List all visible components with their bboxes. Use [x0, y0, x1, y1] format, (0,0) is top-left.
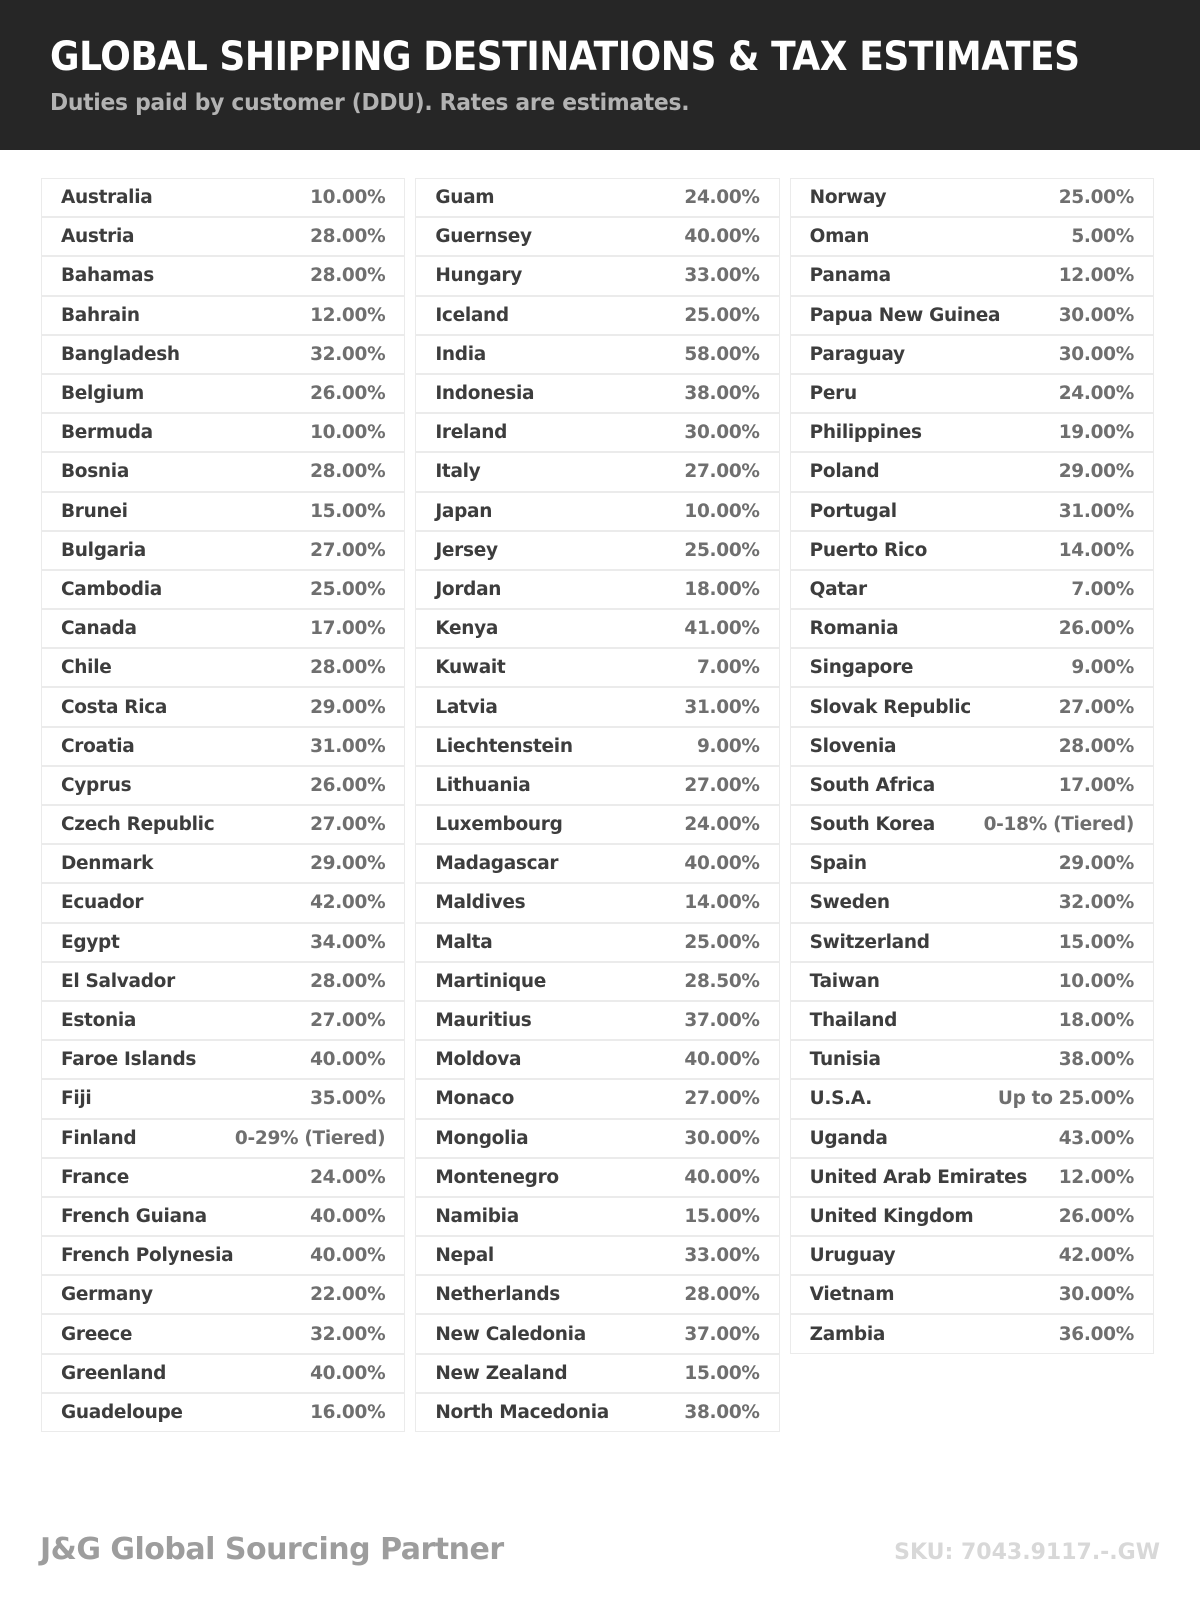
country-name: Zambia	[809, 1323, 886, 1345]
tax-rate: 32.00%	[1058, 892, 1134, 914]
tax-rate: 29.00%	[310, 696, 386, 718]
tax-rate: 26.00%	[1058, 618, 1134, 640]
tax-rate: 31.00%	[310, 735, 386, 757]
country-name: South Korea	[809, 814, 935, 836]
table-row	[415, 1197, 779, 1236]
table-row	[415, 374, 779, 413]
table-row	[415, 296, 779, 335]
country-name: Latvia	[435, 696, 498, 718]
table-row	[41, 1040, 405, 1079]
table-row	[41, 1236, 405, 1275]
tax-rate: 33.00%	[684, 1245, 760, 1267]
rates-column-2	[415, 178, 779, 1432]
tax-rate: 10.00%	[310, 187, 386, 209]
table-row	[790, 962, 1154, 1001]
tax-rate: 40.00%	[684, 853, 760, 875]
tax-rate: 19.00%	[1058, 422, 1134, 444]
country-name: New Caledonia	[435, 1323, 586, 1345]
tax-rate: 28.00%	[310, 461, 386, 483]
tax-rate: 27.00%	[684, 1088, 760, 1110]
table-row	[415, 1158, 779, 1197]
tax-rate: 25.00%	[684, 304, 760, 326]
table-row	[41, 531, 405, 570]
tax-rate: 24.00%	[684, 187, 760, 209]
tax-rate: 30.00%	[1058, 1284, 1134, 1306]
country-name: Belgium	[61, 383, 144, 405]
country-name: Jersey	[435, 539, 498, 561]
table-row	[41, 1079, 405, 1118]
tax-rate: 43.00%	[1058, 1127, 1134, 1149]
table-row	[790, 1197, 1154, 1236]
country-name: Papua New Guinea	[809, 304, 1001, 326]
table-row	[790, 374, 1154, 413]
tax-rate: 58.00%	[684, 343, 760, 365]
country-name: United Kingdom	[809, 1205, 974, 1227]
page-header	[0, 0, 1200, 150]
tax-rate: 15.00%	[1058, 931, 1134, 953]
country-name: Lithuania	[435, 774, 531, 796]
country-name: Mauritius	[435, 1010, 532, 1032]
country-name: Monaco	[435, 1088, 514, 1110]
country-name: Peru	[809, 383, 857, 405]
table-row	[790, 570, 1154, 609]
table-row	[415, 217, 779, 256]
table-row	[790, 1040, 1154, 1079]
tax-rate: 10.00%	[684, 500, 760, 522]
table-row	[415, 1119, 779, 1158]
country-name: Philippines	[809, 422, 922, 444]
table-row	[41, 374, 405, 413]
country-name: Bulgaria	[61, 539, 146, 561]
table-row	[790, 531, 1154, 570]
tax-rate: 31.00%	[1058, 500, 1134, 522]
country-name: Indonesia	[435, 383, 535, 405]
country-name: Guernsey	[435, 226, 532, 248]
table-row	[415, 1236, 779, 1275]
rates-column-3	[790, 178, 1154, 1354]
country-name: Ireland	[435, 422, 508, 444]
tax-rate: 7.00%	[696, 657, 760, 679]
tax-rate: 24.00%	[310, 1166, 386, 1188]
table-row	[415, 1040, 779, 1079]
table-row	[790, 296, 1154, 335]
table-row	[415, 962, 779, 1001]
tax-rate: 24.00%	[1058, 383, 1134, 405]
tax-rate: 15.00%	[310, 500, 386, 522]
table-row	[415, 923, 779, 962]
table-row	[41, 413, 405, 452]
country-name: Bermuda	[61, 422, 153, 444]
table-row	[790, 1079, 1154, 1118]
table-row	[415, 413, 779, 452]
tax-rate: 37.00%	[684, 1010, 760, 1032]
country-name: Vietnam	[809, 1284, 895, 1306]
tax-rate: 37.00%	[684, 1323, 760, 1345]
country-name: North Macedonia	[435, 1401, 609, 1423]
country-name: Egypt	[61, 931, 120, 953]
country-name: Costa Rica	[61, 696, 168, 718]
tax-rate: 40.00%	[310, 1049, 386, 1071]
tax-rate: 9.00%	[696, 735, 760, 757]
country-name: Panama	[809, 265, 891, 287]
country-name: Kenya	[435, 618, 499, 640]
page-title: GLOBAL SHIPPING DESTINATIONS & TAX ESTIMATES	[50, 34, 1080, 80]
country-name: Jordan	[435, 578, 502, 600]
table-row	[790, 805, 1154, 844]
country-name: Guam	[435, 187, 495, 209]
tax-rate: 40.00%	[684, 1049, 760, 1071]
country-name: Bahrain	[61, 304, 140, 326]
tax-rate: 12.00%	[310, 304, 386, 326]
tax-rate: 24.00%	[684, 814, 760, 836]
table-row	[41, 335, 405, 374]
table-row	[41, 570, 405, 609]
tax-rate: 35.00%	[310, 1088, 386, 1110]
country-name: South Africa	[809, 774, 935, 796]
tax-rate: 42.00%	[1058, 1245, 1134, 1267]
table-row	[415, 609, 779, 648]
table-row	[41, 1001, 405, 1040]
country-name: Portugal	[809, 500, 897, 522]
tax-rate: 28.00%	[310, 265, 386, 287]
country-name: Denmark	[61, 853, 154, 875]
table-row	[415, 1314, 779, 1353]
table-row	[415, 256, 779, 295]
tax-rate: 7.00%	[1071, 578, 1134, 600]
tax-rate: 40.00%	[684, 1166, 760, 1188]
page-footer	[0, 1532, 1200, 1567]
table-row	[790, 923, 1154, 962]
country-name: Kuwait	[435, 657, 506, 679]
table-row	[415, 452, 779, 491]
country-name: Finland	[61, 1127, 137, 1149]
tax-rate: 12.00%	[1058, 265, 1134, 287]
table-row	[415, 1275, 779, 1314]
country-name: Faroe Islands	[61, 1049, 197, 1071]
country-name: Germany	[61, 1284, 153, 1306]
tax-rate: 36.00%	[1058, 1323, 1134, 1345]
table-row	[790, 178, 1154, 217]
country-name: Netherlands	[435, 1284, 560, 1306]
table-row	[41, 962, 405, 1001]
table-row	[790, 766, 1154, 805]
table-row	[41, 1314, 405, 1353]
country-name: French Guiana	[61, 1205, 207, 1227]
country-name: Chile	[61, 657, 112, 679]
tax-rate: 28.50%	[684, 970, 760, 992]
table-row	[415, 687, 779, 726]
country-name: Liechtenstein	[435, 735, 573, 757]
table-row	[415, 1354, 779, 1393]
country-name: Bahamas	[61, 265, 154, 287]
table-row	[41, 1354, 405, 1393]
country-name: Australia	[61, 187, 153, 209]
country-name: Poland	[809, 461, 880, 483]
country-name: Cambodia	[61, 578, 162, 600]
country-name: Cyprus	[61, 774, 132, 796]
table-row	[41, 1393, 405, 1432]
country-name: Puerto Rico	[809, 539, 928, 561]
country-name: Qatar	[809, 578, 867, 600]
table-row	[41, 1158, 405, 1197]
tax-rate: 10.00%	[1058, 970, 1134, 992]
table-row	[790, 1001, 1154, 1040]
country-name: Tunisia	[809, 1049, 881, 1071]
table-row	[415, 766, 779, 805]
tax-rate: 17.00%	[310, 618, 386, 640]
country-name: Martinique	[435, 970, 547, 992]
tax-rate: 32.00%	[310, 1323, 386, 1345]
country-name: Switzerland	[809, 931, 930, 953]
country-name: Ecuador	[61, 892, 144, 914]
country-name: Brunei	[61, 500, 128, 522]
tax-rate: 0-29% (Tiered)	[234, 1127, 386, 1149]
country-name: Malta	[435, 931, 493, 953]
table-row	[415, 178, 779, 217]
tax-rate: 40.00%	[310, 1245, 386, 1267]
country-name: United Arab Emirates	[809, 1166, 1028, 1188]
table-row	[790, 687, 1154, 726]
tax-rate: 18.00%	[684, 578, 760, 600]
country-name: France	[61, 1166, 129, 1188]
tax-rate: 25.00%	[310, 578, 386, 600]
table-row	[41, 256, 405, 295]
country-name: Spain	[809, 853, 867, 875]
table-row	[41, 492, 405, 531]
country-name: Iceland	[435, 304, 509, 326]
tax-rate: 0-18% (Tiered)	[983, 814, 1134, 836]
tax-rate: 28.00%	[310, 970, 386, 992]
table-row	[41, 844, 405, 883]
tax-rate: 15.00%	[684, 1205, 760, 1227]
table-row	[41, 1197, 405, 1236]
tax-rate: 30.00%	[684, 422, 760, 444]
country-name: Canada	[61, 618, 137, 640]
tax-rate: 41.00%	[684, 618, 760, 640]
tax-rate: 40.00%	[310, 1362, 386, 1384]
country-name: Namibia	[435, 1205, 519, 1227]
table-row	[415, 335, 779, 374]
tax-rate: 14.00%	[1058, 539, 1134, 561]
tax-rate: 31.00%	[684, 696, 760, 718]
rates-column-1	[41, 178, 405, 1432]
table-row	[415, 492, 779, 531]
country-name: Thailand	[809, 1010, 898, 1032]
tax-rate: 28.00%	[310, 226, 386, 248]
table-row	[415, 1393, 779, 1432]
table-row	[41, 1275, 405, 1314]
country-name: Sweden	[809, 892, 890, 914]
country-name: Romania	[809, 618, 899, 640]
country-name: El Salvador	[61, 970, 175, 992]
tax-rate: 30.00%	[1058, 304, 1134, 326]
sku-label: SKU: 7043.9117.-.GW	[894, 1540, 1160, 1565]
country-name: Norway	[809, 187, 887, 209]
table-row	[41, 883, 405, 922]
country-name: Maldives	[435, 892, 526, 914]
table-row	[790, 1158, 1154, 1197]
table-row	[790, 883, 1154, 922]
table-row	[790, 1275, 1154, 1314]
tax-rate: 27.00%	[310, 1010, 386, 1032]
table-row	[790, 844, 1154, 883]
table-row	[415, 1001, 779, 1040]
tax-rate: 16.00%	[310, 1401, 386, 1423]
tax-rate: 22.00%	[310, 1284, 386, 1306]
brand-name: J&G Global Sourcing Partner	[40, 1532, 504, 1567]
country-name: Greece	[61, 1323, 133, 1345]
tax-rate: 40.00%	[684, 226, 760, 248]
tax-rate: 30.00%	[684, 1127, 760, 1149]
tax-rate: 18.00%	[1058, 1010, 1134, 1032]
country-name: U.S.A.	[809, 1088, 872, 1110]
tax-rate: 40.00%	[310, 1205, 386, 1227]
table-row	[41, 687, 405, 726]
table-row	[415, 883, 779, 922]
tax-rate: 17.00%	[1058, 774, 1134, 796]
country-name: Madagascar	[435, 853, 559, 875]
table-row	[415, 648, 779, 687]
tax-rate: 27.00%	[310, 814, 386, 836]
country-name: Greenland	[61, 1362, 167, 1384]
country-name: Nepal	[435, 1245, 494, 1267]
country-name: India	[435, 343, 486, 365]
table-row	[41, 766, 405, 805]
country-name: Oman	[809, 226, 870, 248]
country-name: Moldova	[435, 1049, 522, 1071]
country-name: Czech Republic	[61, 814, 215, 836]
table-row	[415, 844, 779, 883]
country-name: Estonia	[61, 1010, 137, 1032]
tax-rate: 30.00%	[1058, 343, 1134, 365]
table-row	[790, 609, 1154, 648]
tax-rate: 28.00%	[684, 1284, 760, 1306]
tax-rate: 29.00%	[1058, 853, 1134, 875]
tax-rate: 38.00%	[1058, 1049, 1134, 1071]
tax-rate: 25.00%	[684, 931, 760, 953]
country-name: Bosnia	[61, 461, 130, 483]
country-name: French Polynesia	[61, 1245, 234, 1267]
tax-rate: 27.00%	[310, 539, 386, 561]
table-row	[790, 256, 1154, 295]
table-row	[415, 531, 779, 570]
country-name: Mongolia	[435, 1127, 529, 1149]
tax-rate: 29.00%	[1058, 461, 1134, 483]
country-name: Bangladesh	[61, 343, 180, 365]
table-row	[415, 570, 779, 609]
tax-rate: 38.00%	[684, 1401, 760, 1423]
country-name: Montenegro	[435, 1166, 559, 1188]
tax-rate: 33.00%	[684, 265, 760, 287]
table-row	[790, 648, 1154, 687]
tax-rate: 26.00%	[310, 774, 386, 796]
tax-rate: 38.00%	[684, 383, 760, 405]
table-row	[41, 609, 405, 648]
country-name: Luxembourg	[435, 814, 563, 836]
table-row	[790, 217, 1154, 256]
country-name: Fiji	[61, 1088, 92, 1110]
country-name: Austria	[61, 226, 135, 248]
tax-rate: 28.00%	[310, 657, 386, 679]
table-row	[41, 217, 405, 256]
tax-rate: 27.00%	[684, 461, 760, 483]
country-name: Hungary	[435, 265, 522, 287]
tax-rate: 25.00%	[684, 539, 760, 561]
tax-rate: 5.00%	[1071, 226, 1134, 248]
country-name: Japan	[435, 500, 493, 522]
tax-rate: 27.00%	[1058, 696, 1134, 718]
table-row	[790, 1119, 1154, 1158]
tax-rate: 26.00%	[310, 383, 386, 405]
tax-rate: 14.00%	[684, 892, 760, 914]
table-row	[41, 923, 405, 962]
country-name: Uganda	[809, 1127, 888, 1149]
tax-rate: 34.00%	[310, 931, 386, 953]
tax-rate: Up to 25.00%	[997, 1088, 1134, 1110]
tax-rate: 9.00%	[1071, 657, 1134, 679]
table-row	[415, 1079, 779, 1118]
country-name: Croatia	[61, 735, 135, 757]
table-row	[41, 1119, 405, 1158]
tax-rate: 42.00%	[310, 892, 386, 914]
tax-rate: 28.00%	[1058, 735, 1134, 757]
tax-rate: 10.00%	[310, 422, 386, 444]
table-row	[790, 452, 1154, 491]
tax-rate: 27.00%	[684, 774, 760, 796]
table-row	[41, 648, 405, 687]
table-row	[41, 805, 405, 844]
table-row	[415, 805, 779, 844]
table-row	[790, 727, 1154, 766]
table-row	[41, 296, 405, 335]
country-name: Italy	[435, 461, 481, 483]
shipping-rates-table	[41, 178, 1154, 1432]
table-row	[415, 727, 779, 766]
tax-rate: 15.00%	[684, 1362, 760, 1384]
table-row	[790, 1314, 1154, 1353]
country-name: New Zealand	[435, 1362, 568, 1384]
table-row	[790, 492, 1154, 531]
tax-rate: 12.00%	[1058, 1166, 1134, 1188]
table-row	[790, 335, 1154, 374]
country-name: Slovenia	[809, 735, 897, 757]
table-row	[790, 1236, 1154, 1275]
tax-rate: 32.00%	[310, 343, 386, 365]
page-subtitle: Duties paid by customer (DDU). Rates are estimates.	[50, 90, 690, 116]
country-name: Taiwan	[809, 970, 880, 992]
table-row	[790, 413, 1154, 452]
tax-rate: 29.00%	[310, 853, 386, 875]
country-name: Slovak Republic	[809, 696, 971, 718]
country-name: Uruguay	[809, 1245, 896, 1267]
country-name: Singapore	[809, 657, 914, 679]
country-name: Paraguay	[809, 343, 905, 365]
table-row	[41, 178, 405, 217]
tax-rate: 25.00%	[1058, 187, 1134, 209]
table-row	[41, 452, 405, 491]
country-name: Guadeloupe	[61, 1401, 183, 1423]
table-row	[41, 727, 405, 766]
tax-rate: 26.00%	[1058, 1205, 1134, 1227]
